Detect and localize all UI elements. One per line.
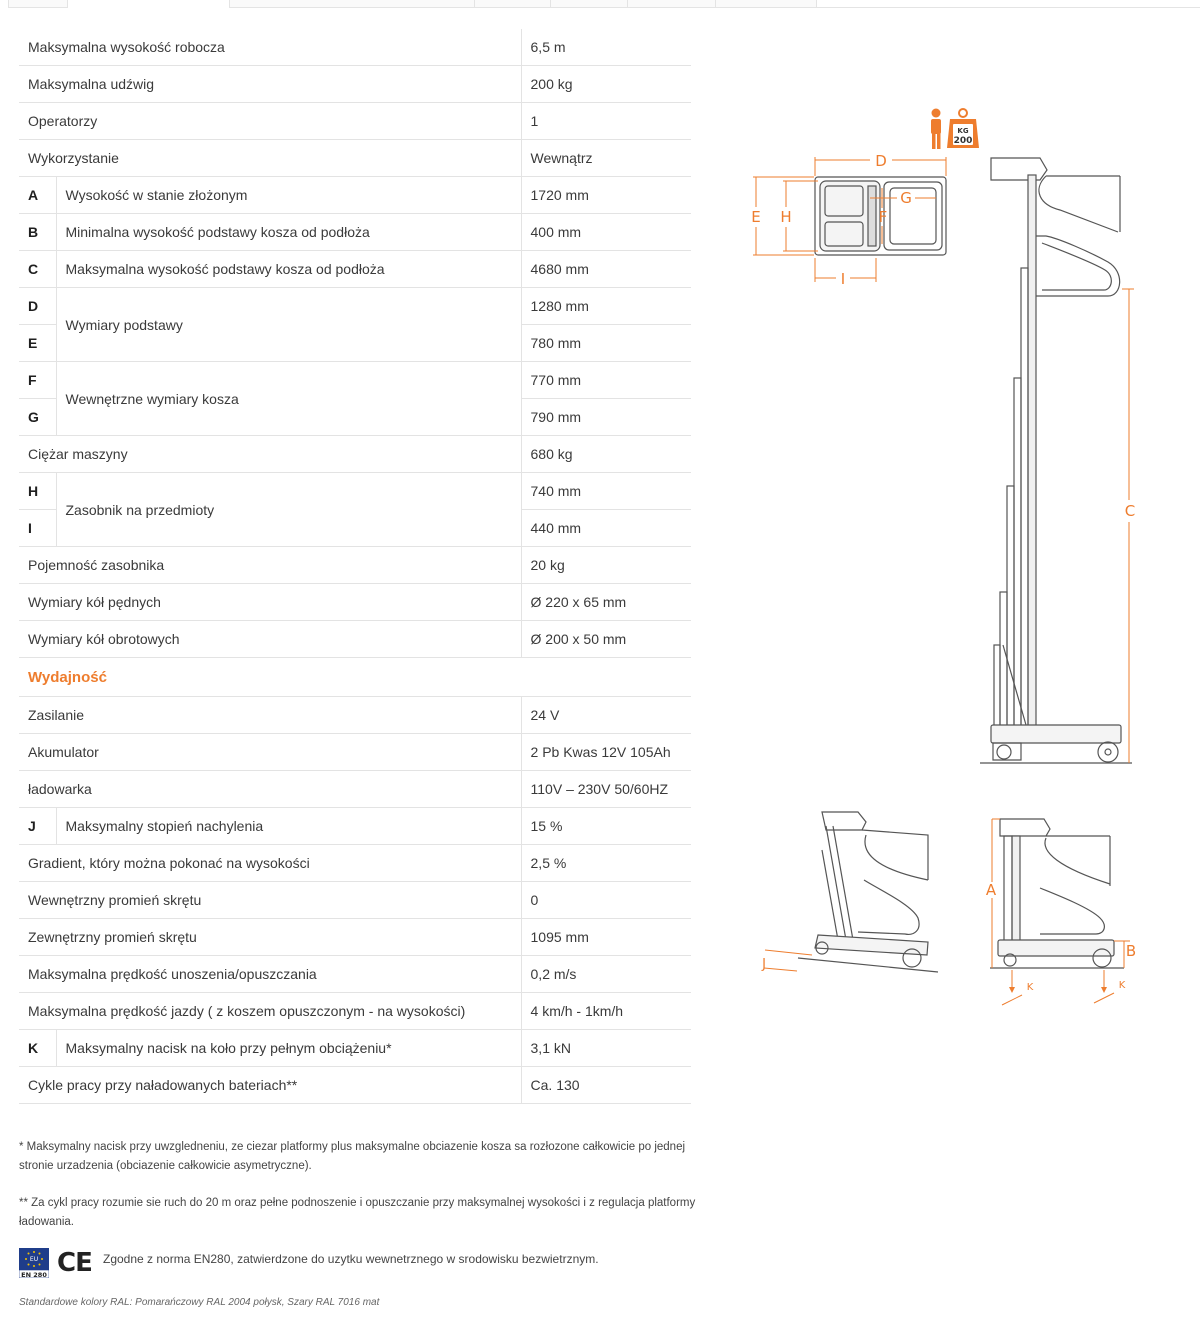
- spec-letter: G: [19, 399, 56, 436]
- side-view-lowered-drawing: [990, 819, 1124, 968]
- spec-value: 24 V: [521, 697, 691, 734]
- spec-value: Ø 220 x 65 mm: [521, 584, 691, 621]
- spec-label: Wewnętrzny promień skrętu: [19, 882, 521, 919]
- spec-label: Maksymalny stopień nachylenia: [56, 808, 521, 845]
- svg-text:EN 280: EN 280: [21, 1271, 47, 1278]
- spec-letter: B: [19, 214, 56, 251]
- svg-text:K: K: [1118, 980, 1126, 991]
- spec-letter: I: [19, 510, 56, 547]
- section-title: Wydajność: [19, 658, 691, 697]
- spec-value: 2,5 %: [521, 845, 691, 882]
- side-view-raised-drawing: [980, 158, 1132, 763]
- spec-label: Maksymalna prędkość unoszenia/opuszczania: [19, 956, 521, 993]
- spec-letter: A: [19, 177, 56, 214]
- spec-label: Cykle pracy przy naładowanych bateriach**: [19, 1067, 521, 1104]
- spec-label: Operatorzy: [19, 103, 521, 140]
- svg-text:F: F: [878, 208, 888, 226]
- spec-label: Pojemność zasobnika: [19, 547, 521, 584]
- spec-value: 200 kg: [521, 66, 691, 103]
- svg-text:200: 200: [953, 136, 973, 146]
- spec-label: Wewnętrzne wymiary kosza: [56, 362, 521, 436]
- spec-value: 6,5 m: [521, 29, 691, 66]
- spec-label: Wysokość w stanie złożonym: [56, 177, 521, 214]
- svg-text:E: E: [751, 208, 761, 226]
- spec-label: Ciężar maszyny: [19, 436, 521, 473]
- spec-value: 15 %: [521, 808, 691, 845]
- footnote-2: ** Za cykl pracy rozumie sie ruch do 20 m oraz pełne podnoszenie i opuszczanie przy maksymalnej wysokości i z regulacja platformy ładowania.: [19, 1197, 696, 1228]
- slope-dimension-j: [764, 950, 812, 971]
- spec-label: Gradient, który można pokonać na wysokości: [19, 845, 521, 882]
- svg-text:D: D: [875, 152, 887, 170]
- spec-letter: K: [19, 1030, 56, 1067]
- spec-letter: D: [19, 288, 56, 325]
- spec-label: Zasobnik na przedmioty: [56, 473, 521, 547]
- spec-letter: E: [19, 325, 56, 362]
- spec-label: Maksymalna prędkość jazdy ( z koszem opuszczonym - na wysokości): [19, 993, 521, 1030]
- spec-label: Zasilanie: [19, 697, 521, 734]
- svg-text:EU: EU: [29, 1256, 39, 1263]
- spec-label: Maksymalna wysokość robocza: [28, 39, 225, 55]
- spec-letter: F: [19, 362, 56, 399]
- spec-letter: C: [19, 251, 56, 288]
- spec-value: 400 mm: [521, 214, 691, 251]
- svg-text:K: K: [1026, 982, 1034, 993]
- spec-label: Maksymalna udźwig: [19, 66, 521, 103]
- spec-value: 0,2 m/s: [521, 956, 691, 993]
- spec-value: 740 mm: [521, 473, 691, 510]
- spec-value: 770 mm: [521, 362, 691, 399]
- label-c: C: [1124, 502, 1136, 520]
- operator-icon: [931, 109, 941, 150]
- spec-value: 2 Pb Kwas 12V 105Ah: [521, 734, 691, 771]
- spec-label: Maksymalna wysokość podstawy kosza od podłoża: [56, 251, 521, 288]
- spec-value: 1280 mm: [521, 288, 691, 325]
- spec-label: Minimalna wysokość podstawy kosza od podłoża: [56, 214, 521, 251]
- svg-text:H: H: [780, 208, 792, 226]
- spec-value: Ca. 130: [521, 1067, 691, 1104]
- svg-text:KG: KG: [957, 127, 969, 135]
- spec-label: Zewnętrzny promień skrętu: [19, 919, 521, 956]
- spec-value: Wewnątrz: [521, 140, 691, 177]
- svg-text:A: A: [985, 881, 997, 899]
- side-view-dimension-c: [1122, 289, 1134, 763]
- weight-icon: [947, 109, 979, 148]
- spec-label: Akumulator: [19, 734, 521, 771]
- footnote-1: * Maksymalny nacisk przy uwzgledneniu, ze ciezar platformy plus maksymalne obciazenie kosza sa rozłozone całkowicie po jednej stronie urzadzenia (obciazenie całkowicie asymetryczne).: [19, 1141, 686, 1172]
- spec-label: Wykorzystanie: [19, 140, 521, 177]
- spec-label: Wymiary podstawy: [56, 288, 521, 362]
- spec-value: 4680 mm: [521, 251, 691, 288]
- svg-text:B: B: [1125, 942, 1137, 960]
- spec-label: Maksymalny nacisk na koło przy pełnym obciążeniu*: [56, 1030, 521, 1067]
- lowered-labels: [986, 881, 1136, 993]
- spec-value: 1095 mm: [521, 919, 691, 956]
- spec-value: 20 kg: [521, 547, 691, 584]
- spec-label: ładowarka: [19, 771, 521, 808]
- spec-value: 1: [521, 103, 691, 140]
- spec-label: Wymiary kół pędnych: [19, 584, 521, 621]
- spec-value: 0: [521, 882, 691, 919]
- certification-text: Zgodne z norma EN280, zatwierdzone do uzytku wewnetrznego w srodowisku bezwietrznym.: [103, 1252, 599, 1266]
- spec-value: Ø 200 x 50 mm: [521, 621, 691, 658]
- spec-letter: H: [19, 473, 56, 510]
- spec-value: 680 kg: [521, 436, 691, 473]
- spec-value: 790 mm: [521, 399, 691, 436]
- side-view-slope-drawing: [798, 812, 938, 972]
- ral-colors-note: Standardowe kolory RAL: Pomarańczowy RAL 2004 połysk, Szary RAL 7016 mat: [19, 1297, 380, 1308]
- svg-text:G: G: [900, 189, 912, 207]
- svg-text:I: I: [840, 270, 846, 288]
- label-j: J: [762, 957, 766, 972]
- spec-label: Wymiary kół obrotowych: [19, 621, 521, 658]
- spec-value: 780 mm: [521, 325, 691, 362]
- spec-value: 4 km/h - 1km/h: [521, 993, 691, 1030]
- spec-value: 440 mm: [521, 510, 691, 547]
- ce-mark-icon: CE: [57, 1248, 92, 1278]
- spec-value: 1720 mm: [521, 177, 691, 214]
- spec-value: 110V – 230V 50/60HZ: [521, 771, 691, 808]
- spec-letter: J: [19, 808, 56, 845]
- spec-value: 3,1 kN: [521, 1030, 691, 1067]
